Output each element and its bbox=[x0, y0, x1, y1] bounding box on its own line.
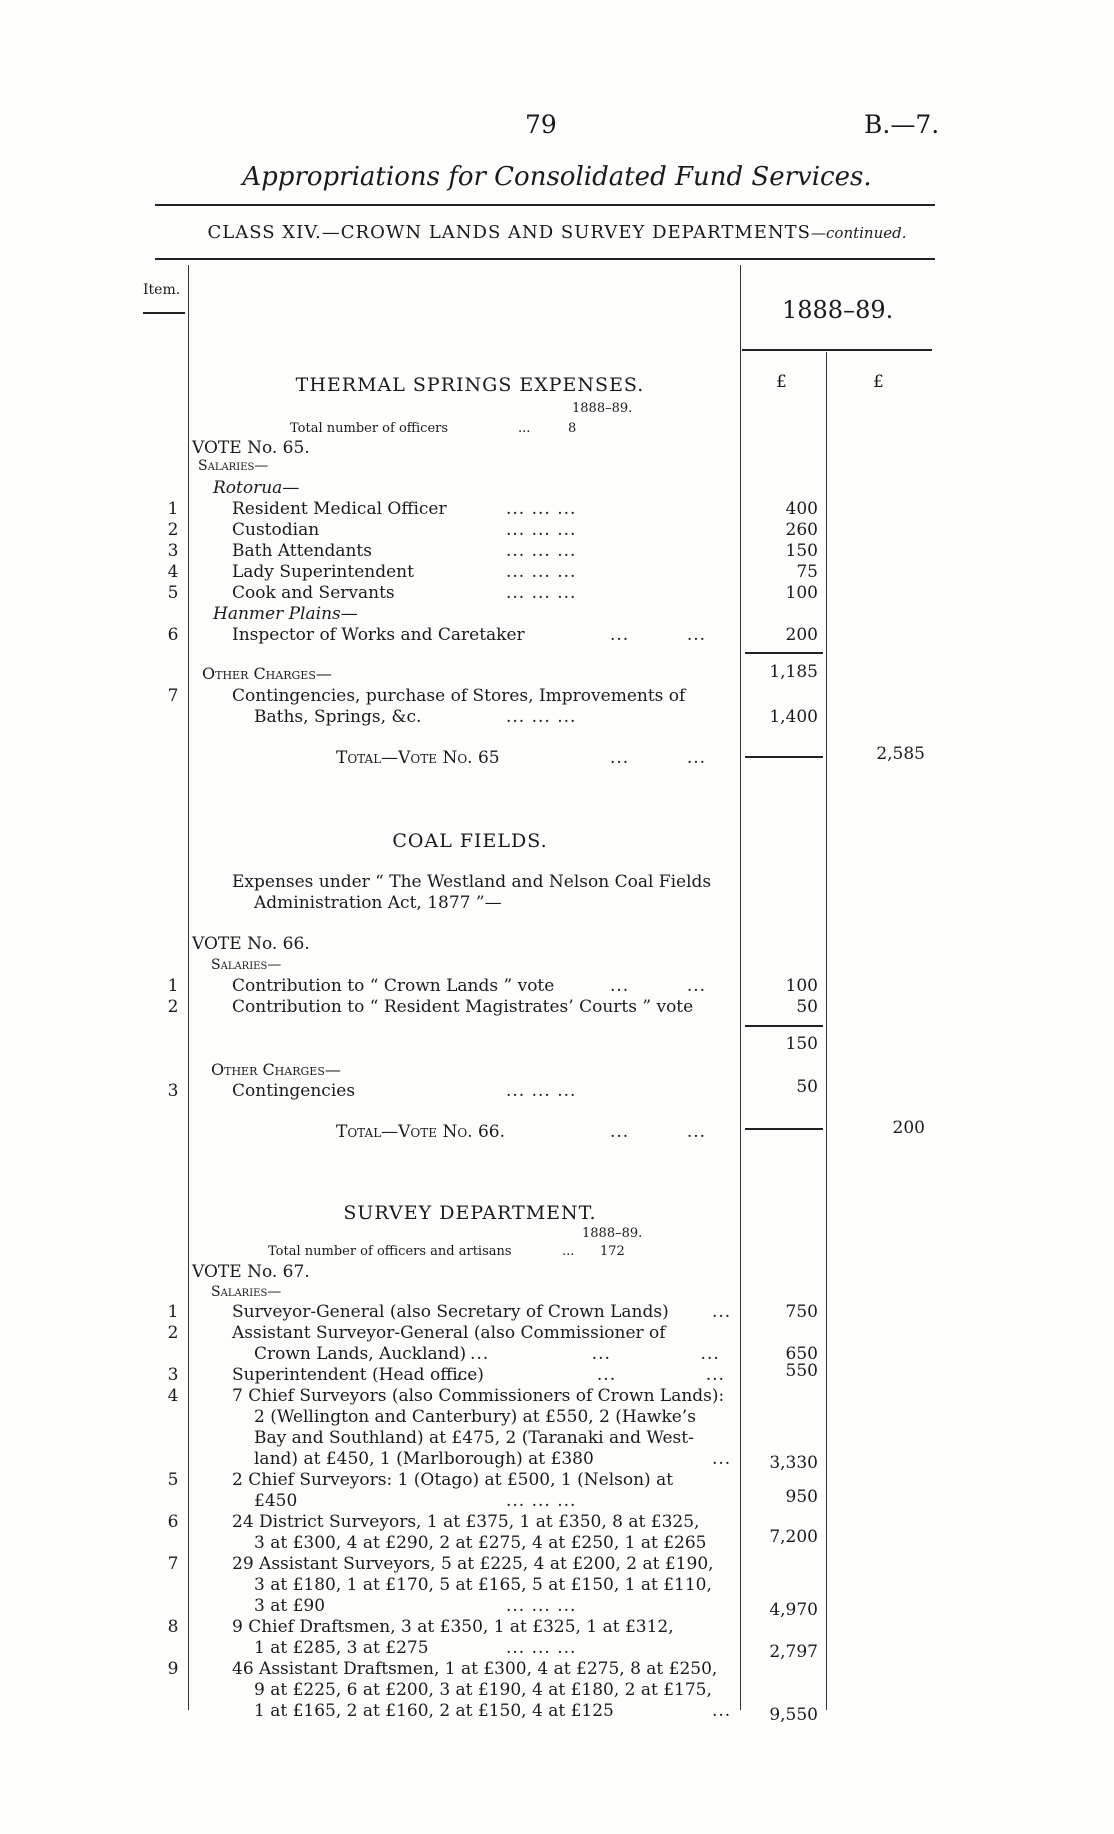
list-item bbox=[0, 499, 1114, 520]
item-number: 1 bbox=[167, 976, 179, 996]
survey-salaries: Salaries— bbox=[211, 1284, 282, 1300]
vote-total-row bbox=[0, 1118, 1114, 1143]
item-amount: 650 bbox=[785, 1344, 818, 1364]
list-item-continuation bbox=[0, 1575, 1114, 1596]
coal-vote: VOTE No. 66. bbox=[192, 934, 310, 954]
thermal-subtotal: 1,185 bbox=[769, 662, 818, 682]
item-number: 7 bbox=[167, 1554, 179, 1574]
item-text: Custodian bbox=[232, 520, 320, 540]
item-number: 7 bbox=[167, 686, 179, 706]
item-text: Contribution to “ Resident Magistrates’ Courts ” vote bbox=[232, 997, 694, 1017]
item-amount: 4,970 bbox=[769, 1600, 818, 1620]
item-amount: 400 bbox=[785, 499, 818, 519]
item-text: Assistant Surveyor-General (also Commissioner of bbox=[232, 1323, 666, 1343]
coal-heading: COAL FIELDS. bbox=[392, 830, 548, 852]
list-item bbox=[0, 1554, 1114, 1575]
item-number: 8 bbox=[167, 1617, 179, 1637]
list-item bbox=[0, 1659, 1114, 1680]
coal-subtotal: 150 bbox=[785, 1034, 818, 1054]
list-item bbox=[0, 1302, 1114, 1323]
thermal-vote: VOTE No. 65. bbox=[192, 438, 310, 458]
leader-dots: ... ... bbox=[610, 976, 707, 996]
leader-dots: ... ... ... bbox=[506, 1491, 577, 1511]
item-text: 3 at £90 bbox=[254, 1596, 326, 1616]
item-number: 4 bbox=[167, 1386, 179, 1406]
survey-officers-year: 1888–89. bbox=[582, 1226, 643, 1241]
item-number: 2 bbox=[167, 520, 179, 540]
item-header-rule bbox=[143, 312, 185, 314]
survey-vote: VOTE No. 67. bbox=[192, 1262, 310, 1282]
leader-dots: ... ... ... bbox=[506, 499, 577, 519]
item-number: 3 bbox=[167, 541, 179, 561]
leader-dots: ... bbox=[712, 1701, 732, 1721]
thermal-officers-count: 8 bbox=[568, 421, 577, 436]
item-text: 24 District Surveyors, 1 at £375, 1 at £350, 8 at £325, bbox=[232, 1512, 700, 1532]
item-text: Crown Lands, Auckland) bbox=[254, 1344, 467, 1364]
list-item-continuation bbox=[0, 1487, 1114, 1512]
item-amount: 7,200 bbox=[769, 1527, 818, 1547]
survey-officers-dots: ... bbox=[562, 1244, 575, 1259]
leader-dots: ... ... bbox=[610, 1122, 707, 1142]
list-item-continuation bbox=[0, 1407, 1114, 1428]
year-column-header: 1888–89. bbox=[782, 296, 894, 324]
thermal-place-hanmer: Hanmer Plains— bbox=[213, 604, 358, 624]
item-text: Superintendent (Head office) bbox=[232, 1365, 484, 1385]
leader-dots: ... ... ... bbox=[506, 707, 577, 727]
thermal-other-charges: Other Charges— bbox=[202, 664, 332, 683]
item-text: Resident Medical Officer bbox=[232, 499, 447, 519]
leader-dots: ... ... ... bbox=[506, 562, 577, 582]
leader-dots: ... ... ... bbox=[506, 541, 577, 561]
list-item bbox=[0, 976, 1114, 997]
list-item bbox=[0, 1323, 1114, 1344]
item-number: 3 bbox=[167, 1081, 179, 1101]
subtotal-rule bbox=[745, 1025, 823, 1027]
list-item bbox=[0, 520, 1114, 541]
list-item bbox=[0, 583, 1114, 604]
item-column-header: Item. bbox=[143, 282, 181, 298]
vote-total: 200 bbox=[892, 1118, 925, 1138]
item-text: 3 at £180, 1 at £170, 5 at £165, 5 at £150, 1 at £110, bbox=[254, 1575, 712, 1595]
item-text: Inspector of Works and Caretaker bbox=[232, 625, 525, 645]
class-title: CLASS XIV.—CROWN LANDS AND SURVEY DEPARTMENTS—continued. bbox=[207, 222, 907, 243]
item-amount: 100 bbox=[785, 976, 818, 996]
list-item bbox=[0, 1512, 1114, 1533]
item-text: 46 Assistant Draftsmen, 1 at £300, 4 at £275, 8 at £250, bbox=[232, 1659, 718, 1679]
list-item bbox=[0, 541, 1114, 562]
item-amount: 750 bbox=[785, 1302, 818, 1322]
item-amount: 150 bbox=[785, 541, 818, 561]
list-item-continuation bbox=[0, 1449, 1114, 1473]
leader-dots: ... ... bbox=[610, 625, 707, 645]
page-number: 79 bbox=[525, 110, 557, 139]
leader-dots: ... ... ... bbox=[470, 1344, 720, 1364]
item-amount: 2,797 bbox=[769, 1642, 818, 1662]
item-text: Baths, Springs, &c. bbox=[254, 707, 422, 727]
list-item bbox=[0, 1386, 1114, 1407]
item-number: 5 bbox=[167, 1470, 179, 1490]
item-amount: 3,330 bbox=[769, 1453, 818, 1473]
item-number: 6 bbox=[167, 625, 179, 645]
item-text: Bay and Southland) at £475, 2 (Taranaki and West- bbox=[254, 1428, 694, 1448]
item-text: 3 at £300, 4 at £290, 2 at £275, 4 at £250, 1 at £265 bbox=[254, 1533, 707, 1553]
item-text: 2 (Wellington and Canterbury) at £550, 2 (Hawke’s bbox=[254, 1407, 696, 1427]
list-item bbox=[0, 1470, 1114, 1491]
list-item bbox=[0, 997, 1114, 1018]
item-text: 1 at £285, 3 at £275 bbox=[254, 1638, 429, 1658]
survey-officers-count: 172 bbox=[600, 1244, 625, 1259]
survey-officers-label: Total number of officers and artisans bbox=[268, 1244, 512, 1259]
item-number: 1 bbox=[167, 499, 179, 519]
list-item bbox=[0, 562, 1114, 583]
leader-dots: ... ... ... bbox=[506, 1081, 577, 1101]
coal-salaries: Salaries— bbox=[211, 957, 282, 973]
item-amount: 9,550 bbox=[769, 1705, 818, 1725]
leader-dots: ... ... ... bbox=[456, 1365, 725, 1385]
subtotal-rule bbox=[745, 652, 823, 654]
list-item-continuation bbox=[0, 1596, 1114, 1620]
item-text: Contribution to “ Crown Lands ” vote bbox=[232, 976, 555, 996]
pound-sign-amount: £ bbox=[776, 372, 787, 392]
leader-dots: ... ... ... bbox=[506, 1596, 577, 1616]
item-number: 2 bbox=[167, 997, 179, 1017]
item-text: 29 Assistant Surveyors, 5 at £225, 4 at £200, 2 at £190, bbox=[232, 1554, 714, 1574]
list-item bbox=[0, 1361, 1114, 1386]
item-amount: 200 bbox=[785, 625, 818, 645]
item-text: 1 at £165, 2 at £160, 2 at £150, 4 at £125 bbox=[254, 1701, 614, 1721]
year-header-rule bbox=[742, 349, 932, 351]
list-item-continuation bbox=[0, 1680, 1114, 1701]
document-reference: B.—7. bbox=[864, 110, 940, 139]
item-text: 9 Chief Draftsmen, 3 at £350, 1 at £325, 1 at £312, bbox=[232, 1617, 674, 1637]
item-amount: 75 bbox=[796, 562, 818, 582]
item-amount: 50 bbox=[796, 1077, 818, 1097]
leader-dots: ... bbox=[712, 1302, 732, 1322]
item-number: 4 bbox=[167, 562, 179, 582]
coal-intro-line2: Administration Act, 1877 ”— bbox=[254, 893, 502, 913]
vote-total: 2,585 bbox=[876, 744, 925, 764]
thermal-officers-dots: ... bbox=[518, 421, 531, 436]
total-label: Total—Vote No. 66. bbox=[336, 1122, 505, 1142]
item-text: 9 at £225, 6 at £200, 3 at £190, 4 at £180, 2 at £175, bbox=[254, 1680, 712, 1700]
item-text: land) at £450, 1 (Marlborough) at £380 bbox=[254, 1449, 594, 1469]
thermal-place-rotorua: Rotorua— bbox=[213, 478, 300, 498]
item-amount: 100 bbox=[785, 583, 818, 603]
leader-dots: ... ... ... bbox=[506, 1638, 577, 1658]
item-text: Cook and Servants bbox=[232, 583, 395, 603]
list-item-continuation bbox=[0, 1344, 1114, 1365]
coal-other-charges: Other Charges— bbox=[211, 1060, 341, 1079]
item-amount: 950 bbox=[785, 1487, 818, 1507]
rule-top bbox=[155, 204, 935, 206]
item-number: 2 bbox=[167, 1323, 179, 1343]
rule-class bbox=[155, 258, 935, 260]
thermal-salaries: Salaries— bbox=[198, 458, 269, 474]
thermal-officers-label: Total number of officers bbox=[290, 421, 449, 436]
list-item-continuation bbox=[0, 1701, 1114, 1725]
coal-intro-line1: Expenses under “ The Westland and Nelson Coal Fields bbox=[232, 872, 712, 892]
leader-dots: ... ... bbox=[610, 748, 707, 768]
list-item-continuation bbox=[0, 1638, 1114, 1662]
item-amount: 260 bbox=[785, 520, 818, 540]
item-text: £450 bbox=[254, 1491, 298, 1511]
item-number: 9 bbox=[167, 1659, 179, 1679]
item-text: Contingencies, purchase of Stores, Improvements of bbox=[232, 686, 686, 706]
leader-dots: ... ... ... bbox=[506, 583, 577, 603]
item-number: 3 bbox=[167, 1365, 179, 1385]
list-item bbox=[0, 625, 1114, 646]
list-item-continuation bbox=[0, 1527, 1114, 1554]
thermal-heading: THERMAL SPRINGS EXPENSES. bbox=[295, 374, 645, 396]
leader-dots: ... bbox=[712, 1449, 732, 1469]
item-number: 5 bbox=[167, 583, 179, 603]
item-amount: 50 bbox=[796, 997, 818, 1017]
item-amount: 550 bbox=[785, 1361, 818, 1381]
list-item-continuation bbox=[0, 1428, 1114, 1449]
item-text: 7 Chief Surveyors (also Commissioners of Crown Lands): bbox=[232, 1386, 725, 1406]
item-text: 2 Chief Surveyors: 1 (Otago) at £500, 1 (Nelson) at bbox=[232, 1470, 674, 1490]
leader-dots: ... ... ... bbox=[506, 520, 577, 540]
vote-total-row bbox=[0, 744, 1114, 769]
list-item bbox=[0, 1077, 1114, 1102]
list-item bbox=[0, 1617, 1114, 1638]
list-item bbox=[0, 686, 1114, 707]
item-text: Bath Attendants bbox=[232, 541, 372, 561]
item-text: Contingencies bbox=[232, 1081, 356, 1101]
thermal-officers-year: 1888–89. bbox=[572, 401, 633, 416]
page-title: Appropriations for Consolidated Fund Services. bbox=[242, 162, 872, 192]
survey-heading: SURVEY DEPARTMENT. bbox=[343, 1202, 597, 1224]
list-item-continuation bbox=[0, 707, 1114, 728]
item-amount: 1,400 bbox=[769, 707, 818, 727]
item-text: Surveyor-General (also Secretary of Crown Lands) bbox=[232, 1302, 669, 1322]
total-label: Total—Vote No. 65 bbox=[336, 748, 500, 768]
item-number: 1 bbox=[167, 1302, 179, 1322]
item-number: 6 bbox=[167, 1512, 179, 1532]
pound-sign-total: £ bbox=[873, 372, 884, 392]
item-text: Lady Superintendent bbox=[232, 562, 414, 582]
